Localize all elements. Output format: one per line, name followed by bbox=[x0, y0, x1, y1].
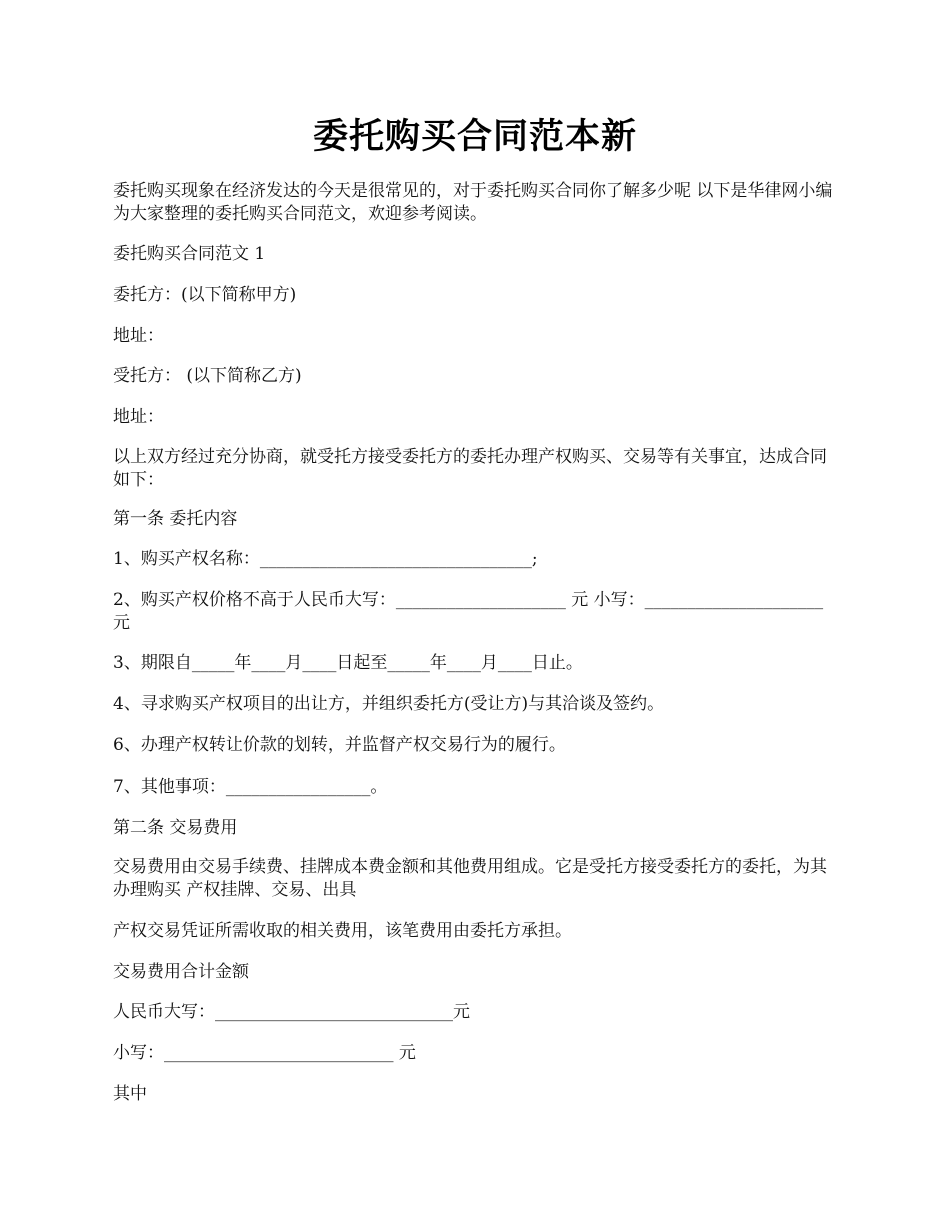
principal-party-line: 委托方：(以下简称甲方) bbox=[113, 285, 297, 305]
fee-bearer-line: 产权交易凭证所需收取的相关费用，该笔费用由委托方承担。 bbox=[113, 921, 572, 941]
agreement-preamble: 以上双方经过充分协商，就受托方接受委托方的委托办理产权购买、交易等有关事宜，达成合同如下： bbox=[113, 447, 827, 490]
clause-3-term: 3、期限自_____年____月____日起至_____年____月____日止。 bbox=[113, 653, 583, 673]
article-one-heading: 第一条 委托内容 bbox=[113, 509, 238, 529]
fee-uppercase-amount: 人民币大写：____________________________元 bbox=[113, 1002, 470, 1022]
clause-7-other-matters: 7、其他事项：_________________。 bbox=[113, 777, 388, 797]
fee-breakdown-label: 其中 bbox=[113, 1084, 147, 1104]
principal-address-line: 地址： bbox=[113, 326, 164, 346]
clause-4-seek-seller: 4、寻求购买产权项目的出让方，并组织委托方(受让方)与其洽谈及签约。 bbox=[113, 694, 665, 714]
clause-1-property-name: 1、购买产权名称：________________________________; bbox=[113, 549, 538, 569]
intro-paragraph: 委托购买现象在经济发达的今天是很常见的，对于委托购买合同你了解多少呢 以下是华律网小编为大家整理的委托购买合同范文，欢迎参考阅读。 bbox=[113, 181, 833, 224]
fee-total-label: 交易费用合计金额 bbox=[113, 962, 249, 982]
fee-lowercase-amount: 小写：___________________________ 元 bbox=[113, 1043, 416, 1063]
article-two-heading: 第二条 交易费用 bbox=[113, 818, 238, 838]
section-heading-sample: 委托购买合同范文 1 bbox=[113, 244, 266, 264]
agent-party-line: 受托方： (以下简称乙方) bbox=[113, 366, 302, 386]
clause-2-price: 2、购买产权价格不高于人民币大写：____________________ 元 小写：_____________________ 元 bbox=[113, 590, 824, 633]
fee-description: 交易费用由交易手续费、挂牌成本费金额和其他费用组成。它是受托方接受委托方的委托，为其办理购买 产权挂牌、交易、出具 bbox=[113, 857, 827, 900]
document-title: 委托购买合同范本新 bbox=[312, 116, 637, 157]
clause-6-payment-transfer: 6、办理产权转让价款的划转，并监督产权交易行为的履行。 bbox=[113, 735, 566, 755]
agent-address-line: 地址： bbox=[113, 407, 164, 427]
